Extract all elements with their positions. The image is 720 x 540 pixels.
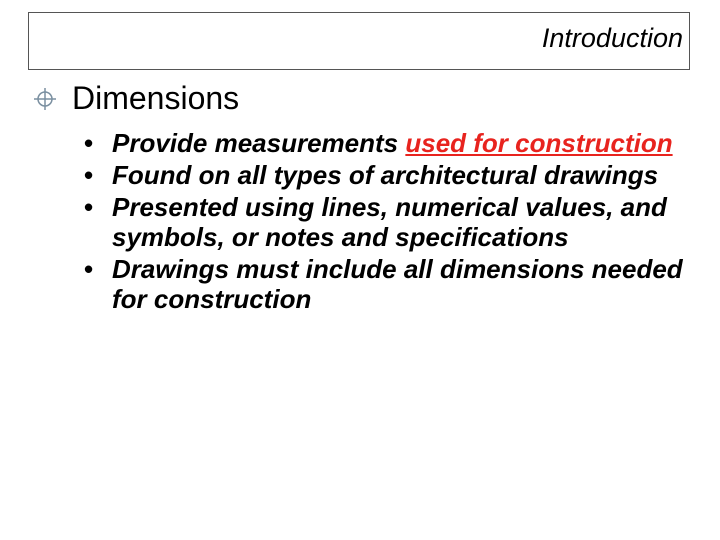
bullet-marker: • — [84, 128, 94, 158]
bullet-text: Drawings must include all dimensions needed for construction — [112, 254, 683, 314]
bullet-item — [84, 128, 694, 158]
bullet-list — [84, 128, 694, 316]
bullet-text: Found on all types of architectural drawings — [112, 160, 659, 190]
bullet-marker: • — [84, 160, 94, 190]
heading-text: Dimensions — [72, 80, 240, 116]
bullet-highlight-text: used for construction — [405, 128, 673, 158]
bullet-item — [84, 192, 694, 252]
bullet-item — [84, 254, 694, 314]
bullet-marker: • — [84, 254, 94, 284]
slide-section-title: Introduction — [541, 23, 683, 53]
bullet-marker: • — [84, 192, 94, 222]
slide-header-box — [28, 12, 690, 70]
crosshair-circle-icon — [32, 86, 58, 112]
bullet-text: Presented using lines, numerical values, and symbols, or notes and specifications — [112, 192, 667, 252]
bullet-text: Provide measurements — [112, 128, 406, 158]
slide-heading — [32, 80, 239, 117]
bullet-item — [84, 160, 694, 190]
